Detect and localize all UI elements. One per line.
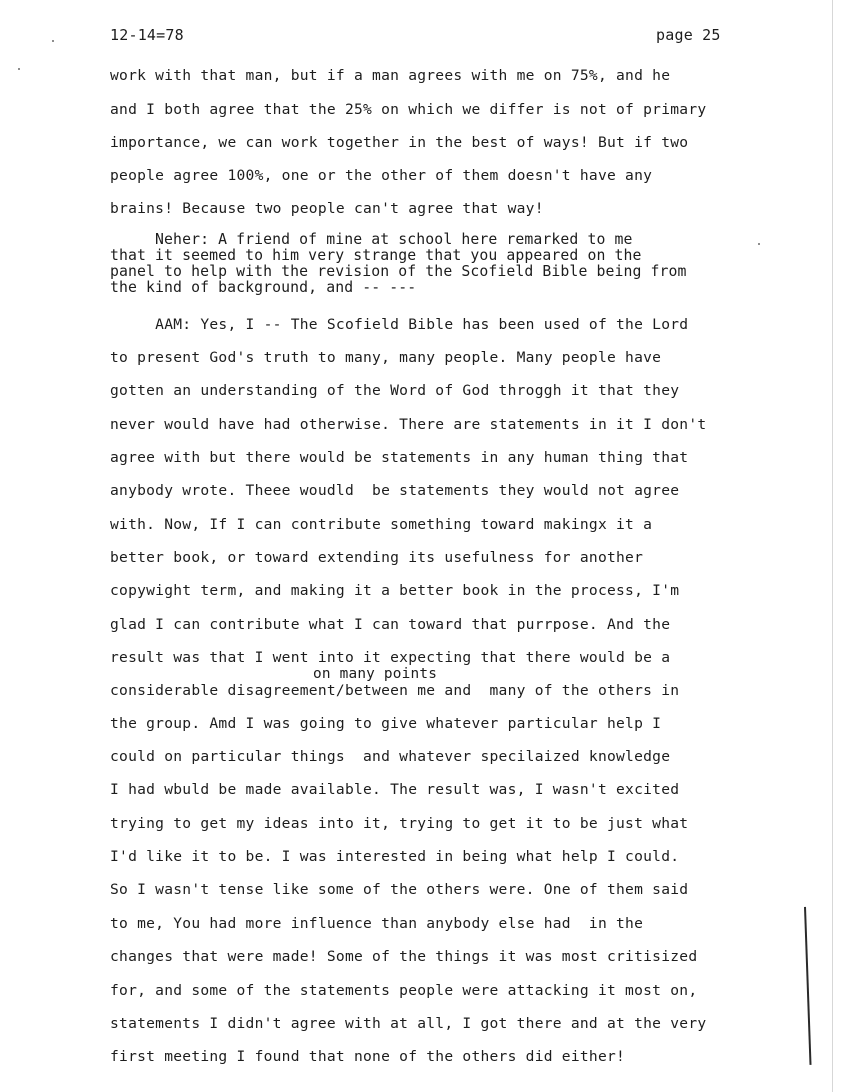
text-line: people agree 100%, one or the other of them doesn't have any (110, 167, 653, 184)
text-line: could on particular things and whatever specilaized knowledge (110, 748, 671, 765)
text-line: that it seemed to him very strange that you appeared on the (110, 247, 642, 264)
text-line: anybody wrote. Theee woudld be statements they would not agree (110, 482, 680, 499)
text-line: brains! Because two people can't agree that way! (110, 200, 544, 217)
text-line: gotten an understanding of the Word of God throggh it that they (110, 382, 680, 399)
text-line: and I both agree that the 25% on which we differ is not of primary (110, 101, 707, 118)
page-edge-shadow (832, 0, 833, 1092)
text-line: Neher: A friend of mine at school here remarked to me (110, 231, 633, 248)
text-line: result was that I went into it expecting that there would be a (110, 649, 671, 666)
text-line: first meeting I found that none of the others did either! (110, 1048, 626, 1065)
text-line: for, and some of the statements people were attacking it most on, (110, 982, 698, 999)
text-line: to present God's truth to many, many people. Many people have (110, 349, 662, 366)
text-line: work with that man, but if a man agrees with me on 75%, and he (110, 67, 671, 84)
text-line: to me, You had more influence than anybody else had in the (110, 915, 644, 932)
margin-mark-line (804, 907, 811, 1065)
text-line: changes that were made! Some of the things it was most critisized (110, 948, 698, 965)
text-line: with. Now, If I can contribute something toward makingx it a (110, 516, 653, 533)
text-line: considerable disagreement/between me and many of the others in (110, 682, 680, 699)
text-line: glad I can contribute what I can toward that purrpose. And the (110, 616, 671, 633)
paper-speck (758, 243, 760, 245)
text-line: AAM: Yes, I -- The Scofield Bible has been used of the Lord (110, 316, 689, 333)
paper-speck (52, 40, 54, 42)
text-line: statements I didn't agree with at all, I got there and at the very (110, 1015, 707, 1032)
text-line: I'd like it to be. I was interested in being what help I could. (110, 848, 680, 865)
page-date: 12-14=78 (110, 26, 184, 44)
text-line: better book, or toward extending its usefulness for another (110, 549, 644, 566)
text-line: panel to help with the revision of the Scofield Bible being from (110, 263, 687, 280)
text-line: the kind of background, and -- --- (110, 279, 417, 296)
page-number: page 25 (656, 26, 721, 44)
text-line: importance, we can work together in the best of ways! But if two (110, 134, 689, 151)
interlinear-insertion: on many points (313, 666, 438, 682)
text-line: So I wasn't tense like some of the others were. One of them said (110, 881, 689, 898)
text-line: never would have had otherwise. There are statements in it I don't (110, 416, 707, 433)
paper-speck (18, 68, 20, 70)
text-line: trying to get my ideas into it, trying to get it to be just what (110, 815, 689, 832)
text-line: copywight term, and making it a better book in the process, I'm (110, 582, 680, 599)
text-line: agree with but there would be statements in any human thing that (110, 449, 689, 466)
text-line: I had wbuld be made available. The result was, I wasn't excited (110, 781, 680, 798)
text-line: the group. Amd I was going to give whatever particular help I (110, 715, 662, 732)
